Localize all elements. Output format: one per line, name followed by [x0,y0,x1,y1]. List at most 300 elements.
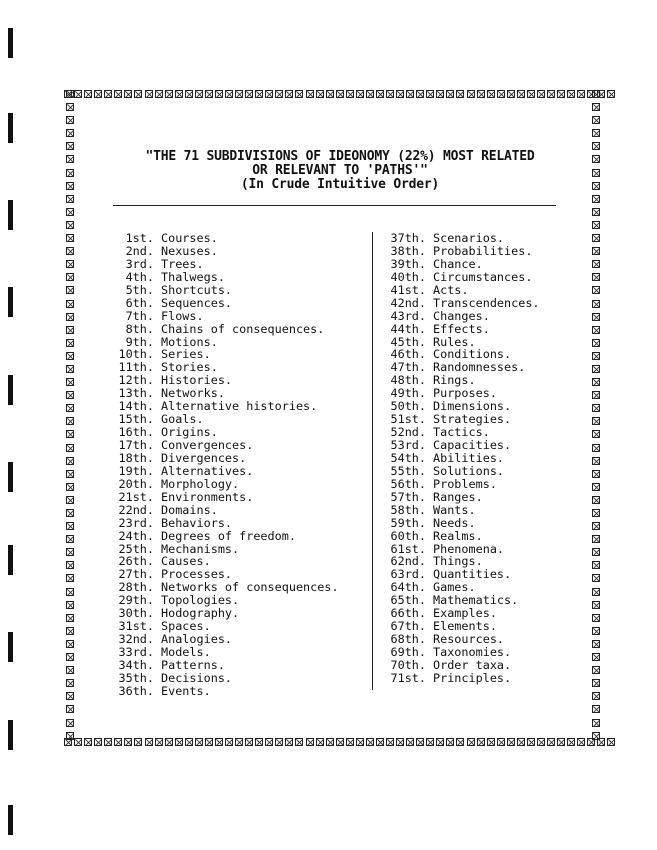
border-glyph-icon [66,273,74,281]
border-glyph-icon [275,738,283,746]
subdivision-term: Networks. [161,386,225,401]
list-item [380,284,540,297]
border-glyph-icon [396,90,404,98]
list-item [104,258,339,271]
border-glyph-icon [66,640,74,648]
border-glyph-icon [66,705,74,713]
border-glyph-icon [592,234,600,242]
document-title [120,150,560,192]
ordinal: 53rd. [390,438,426,452]
border-glyph-icon [66,588,74,596]
border-glyph-icon [66,208,74,216]
border-glyph-icon [66,169,74,177]
ordinal: 12th. [118,373,154,388]
subdivision-term: Topologies. [161,593,240,608]
border-glyph-icon [487,90,495,98]
border-glyph-icon [66,522,74,530]
border-glyph-icon [66,692,74,700]
subdivision-term: Trees. [161,256,204,271]
border-glyph-icon [416,90,424,98]
subdivision-term: Motions. [161,334,218,349]
border-glyph-icon [66,470,74,478]
border-glyph-icon [66,182,74,190]
list-item [104,491,339,504]
border-glyph-icon [592,142,600,150]
ordinal: 30th. [118,606,154,621]
subdivision-term: Flows. [161,308,204,323]
border-glyph-icon [592,195,600,203]
border-glyph-icon [592,548,600,556]
border-glyph-icon [306,738,314,746]
border-glyph-icon [66,601,74,609]
list-item [104,504,339,517]
border-glyph-icon [467,738,475,746]
border-glyph-icon [66,444,74,452]
ordinal: 14th. [118,399,154,414]
subdivision-term: Acts. [433,282,469,297]
border-glyph-icon [155,90,163,98]
border-glyph-icon [66,195,74,203]
border-glyph-icon [456,90,464,98]
subdivision-term: Conditions. [433,347,512,362]
border-glyph-icon [356,90,364,98]
list-item [380,245,540,258]
border-glyph-icon [592,496,600,504]
border-glyph-icon [346,738,354,746]
subdivision-term: Series. [161,347,211,362]
ordinal: 64th. [390,580,426,595]
border-glyph-icon [592,601,600,609]
title-line-2: OR RELEVANT TO 'PATHS'" [252,163,428,178]
border-glyph-icon [537,738,545,746]
ordinal: 20th. [118,476,154,491]
border-glyph-icon [577,738,585,746]
list-item [104,297,339,310]
title-rule [113,205,556,206]
list-item [104,284,339,297]
ordinal: 43rd. [390,308,426,323]
border-glyph-icon [66,509,74,517]
border-glyph-icon [517,90,525,98]
scan-mark [8,200,13,230]
list-item [104,530,339,543]
list-item [380,271,540,284]
border-glyph-icon [66,142,74,150]
border-glyph-icon [346,90,354,98]
border-glyph-icon [467,90,475,98]
border-glyph-icon [592,404,600,412]
ordinal: 34th. [118,657,154,672]
border-glyph-icon [376,738,384,746]
ordinal: 41st. [390,282,426,297]
border-glyph-icon [66,247,74,255]
border-glyph-icon [66,339,74,347]
ordinal: 66th. [390,606,426,621]
border-glyph-icon [436,738,444,746]
ordinal: 36th. [118,683,154,698]
subdivision-term: Scenarios. [433,231,505,245]
subdivision-term: Alternative histories. [161,399,318,414]
border-glyph-icon [285,90,293,98]
border-glyph-icon [195,738,203,746]
border-glyph-icon [592,286,600,294]
border-glyph-icon [175,90,183,98]
border-bottom [64,738,616,750]
subdivision-term: Purposes. [433,386,497,401]
ordinal: 1st. [125,231,154,245]
border-glyph-icon [66,679,74,687]
ordinal: 9th. [125,334,154,349]
border-glyph-icon [336,738,344,746]
border-glyph-icon [66,391,74,399]
border-glyph-icon [114,90,122,98]
ordinal: 49th. [390,386,426,401]
subdivision-term: Randomnesses. [433,360,526,375]
border-top [64,90,616,102]
border-glyph-icon [592,574,600,582]
border-glyph-icon [592,679,600,687]
border-glyph-icon [134,738,142,746]
subdivision-term: Elements. [433,619,497,634]
border-glyph-icon [592,208,600,216]
ordinal: 56th. [390,476,426,491]
subdivision-term: Chains of consequences. [161,321,325,336]
border-glyph-icon [406,90,414,98]
border-glyph-icon [592,640,600,648]
border-glyph-icon [165,738,173,746]
border-glyph-icon [592,627,600,635]
subdivision-term: Rules. [433,334,476,349]
border-glyph-icon [592,116,600,124]
border-glyph-icon [66,561,74,569]
subdivision-term: Goals. [161,412,204,427]
border-glyph-icon [195,90,203,98]
ordinal: 15th. [118,412,154,427]
subdivision-term: Principles. [433,670,512,685]
border-glyph-icon [592,522,600,530]
subdivision-term: Circumstances. [433,269,533,284]
list-item [380,646,540,659]
border-glyph-icon [66,326,74,334]
ordinal: 35th. [118,670,154,685]
border-glyph-icon [396,738,404,746]
subdivision-term: Domains. [161,502,218,517]
border-glyph-icon [592,182,600,190]
ordinal: 13th. [118,386,154,401]
ordinal: 57th. [390,489,426,504]
border-glyph-icon [255,90,263,98]
ordinal: 22nd. [118,502,154,517]
border-glyph-icon [66,574,74,582]
border-glyph-icon [66,378,74,386]
subdivision-list-right [380,232,540,685]
border-glyph-icon [537,90,545,98]
list-item [380,323,540,336]
subdivision-term: Changes. [433,308,490,323]
border-glyph-icon [84,738,92,746]
subdivision-term: Capacities. [433,438,512,452]
list-item [104,232,339,245]
subdivision-term: Chance. [433,256,483,271]
subdivision-term: Events. [161,683,211,698]
subdivision-term: Decisions. [161,670,233,685]
border-glyph-icon [245,90,253,98]
ordinal: 4th. [125,269,154,284]
title-line-3: (In Crude Intuitive Order) [240,177,440,192]
border-glyph-icon [497,90,505,98]
border-glyph-icon [592,273,600,281]
subdivision-term: Environments. [161,489,254,504]
border-glyph-icon [592,339,600,347]
border-glyph-icon [155,738,163,746]
ordinal: 60th. [390,528,426,543]
border-glyph-icon [592,692,600,700]
scan-mark [8,113,13,143]
border-glyph-icon [477,90,485,98]
subdivision-term: Phenomena. [433,541,505,556]
border-glyph-icon [215,738,223,746]
subdivision-term: Mechanisms. [161,541,240,556]
list-item [380,465,540,478]
subdivision-term: Order taxa. [433,657,512,672]
ordinal: 63rd. [390,567,426,582]
scan-mark [8,287,13,317]
subdivision-term: Convergences. [161,438,254,452]
border-glyph-icon [592,509,600,517]
border-glyph-icon [592,352,600,360]
ordinal: 29th. [118,593,154,608]
subdivision-term: Problems. [433,476,497,491]
border-glyph-icon [592,129,600,137]
border-glyph-icon [66,653,74,661]
list-item [380,439,540,452]
subdivision-term: Processes. [161,567,233,582]
list-item [380,659,540,672]
border-glyph-icon [592,457,600,465]
border-glyph-icon [66,548,74,556]
border-glyph-icon [124,90,132,98]
border-glyph-icon [577,90,585,98]
border-glyph-icon [306,90,314,98]
border-glyph-icon [84,90,92,98]
border-glyph-icon [66,719,74,727]
border-glyph-icon [326,738,334,746]
border-glyph-icon [607,738,615,746]
border-glyph-icon [592,391,600,399]
border-glyph-icon [567,738,575,746]
ordinal: 68th. [390,632,426,647]
ordinal: 26th. [118,554,154,569]
border-glyph-icon [547,90,555,98]
border-glyph-icon [66,129,74,137]
list-item [104,465,339,478]
subdivision-term: Realms. [433,528,483,543]
list-item [104,271,339,284]
border-glyph-icon [507,738,515,746]
ordinal: 50th. [390,399,426,414]
border-glyph-icon [66,90,74,98]
ordinal: 65th. [390,593,426,608]
ordinal: 10th. [118,347,154,362]
subdivision-list-left [104,232,339,698]
border-glyph-icon [592,169,600,177]
ordinal: 6th. [125,295,154,310]
ordinal: 59th. [390,515,426,530]
border-glyph-icon [592,260,600,268]
subdivision-term: Taxonomies. [433,645,512,659]
ordinal: 2nd. [125,243,154,258]
border-glyph-icon [406,738,414,746]
list-item [104,245,339,258]
border-glyph-icon [66,313,74,321]
subdivision-term: Wants. [433,502,476,517]
ordinal: 42nd. [390,295,426,310]
border-glyph-icon [205,90,213,98]
border-glyph-icon [145,90,153,98]
ordinal: 33rd. [118,645,154,659]
border-glyph-icon [592,588,600,596]
subdivision-term: Stories. [161,360,218,375]
subdivision-term: Quantities. [433,567,512,582]
border-glyph-icon [94,90,102,98]
list-item [104,517,339,530]
border-glyph-icon [94,738,102,746]
subdivision-term: Probabilities. [433,243,533,258]
list-item [104,439,339,452]
ordinal: 44th. [390,321,426,336]
scan-mark [8,462,13,492]
ordinal: 11th. [118,360,154,375]
subdivision-term: Ranges. [433,489,483,504]
list-item [104,646,339,659]
ordinal: 32nd. [118,632,154,647]
ordinal: 5th. [125,282,154,297]
border-glyph-icon [376,90,384,98]
border-glyph-icon [66,352,74,360]
list-item [380,517,540,530]
border-glyph-icon [592,417,600,425]
border-glyph-icon [66,286,74,294]
border-glyph-icon [285,738,293,746]
subdivision-term: Strategies. [433,412,512,427]
list-item [380,504,540,517]
border-glyph-icon [592,666,600,674]
subdivision-term: Degrees of freedom. [161,528,296,543]
subdivision-term: Solutions. [433,463,505,478]
ordinal: 18th. [118,450,154,465]
border-glyph-icon [185,90,193,98]
border-glyph-icon [592,444,600,452]
ordinal: 19th. [118,463,154,478]
border-glyph-icon [235,90,243,98]
border-glyph-icon [316,738,324,746]
subdivision-term: Divergences. [161,450,247,465]
subdivision-term: Games. [433,580,476,595]
subdivision-term: Thalwegs. [161,269,225,284]
ordinal: 70th. [390,657,426,672]
border-glyph-icon [527,90,535,98]
border-glyph-icon [592,313,600,321]
list-item [104,672,339,685]
scan-mark [8,375,13,405]
border-glyph-icon [592,326,600,334]
list-item [104,478,339,491]
border-glyph-icon [295,738,303,746]
border-glyph-icon [436,90,444,98]
list-item [380,491,540,504]
ordinal: 8th. [125,321,154,336]
subdivision-term: Patterns. [161,657,225,672]
border-glyph-icon [487,738,495,746]
border-glyph-icon [592,365,600,373]
ordinal: 3rd. [125,256,154,271]
border-glyph-icon [235,738,243,746]
border-glyph-icon [336,90,344,98]
border-glyph-icon [592,470,600,478]
list-item [380,258,540,271]
border-glyph-icon [547,738,555,746]
subdivision-term: Examples. [433,606,497,621]
border-glyph-icon [592,90,600,98]
border-glyph-icon [66,535,74,543]
border-glyph-icon [446,90,454,98]
border-glyph-icon [225,90,233,98]
border-glyph-icon [517,738,525,746]
ordinal: 48th. [390,373,426,388]
ordinal: 61st. [390,541,426,556]
border-left [66,90,76,740]
subdivision-term: Morphology. [161,476,240,491]
subdivision-term: Histories. [161,373,233,388]
scan-mark [8,632,13,662]
border-glyph-icon [557,738,565,746]
border-glyph-icon [66,483,74,491]
border-glyph-icon [592,483,600,491]
ordinal: 27th. [118,567,154,582]
scan-mark [8,545,13,575]
ordinal: 25th. [118,541,154,556]
border-glyph-icon [456,738,464,746]
list-item [104,323,339,336]
border-glyph-icon [592,103,600,111]
border-glyph-icon [356,738,364,746]
border-glyph-icon [66,457,74,465]
border-glyph-icon [557,90,565,98]
ordinal: 51st. [390,412,426,427]
list-item [380,478,540,491]
border-glyph-icon [66,732,74,740]
ordinal: 16th. [118,425,154,440]
border-glyph-icon [66,260,74,268]
border-glyph-icon [592,300,600,308]
border-glyph-icon [592,561,600,569]
border-glyph-icon [316,90,324,98]
border-glyph-icon [175,738,183,746]
subdivision-term: Behaviors. [161,515,233,530]
subdivision-term: Hodography. [161,606,240,621]
border-glyph-icon [497,738,505,746]
border-glyph-icon [185,738,193,746]
scan-mark [8,805,13,835]
border-glyph-icon [66,614,74,622]
border-glyph-icon [66,221,74,229]
scan-mark [8,28,13,58]
border-glyph-icon [592,378,600,386]
border-glyph-icon [607,90,615,98]
list-item [380,232,540,245]
subdivision-term: Courses. [161,231,218,245]
border-glyph-icon [592,535,600,543]
